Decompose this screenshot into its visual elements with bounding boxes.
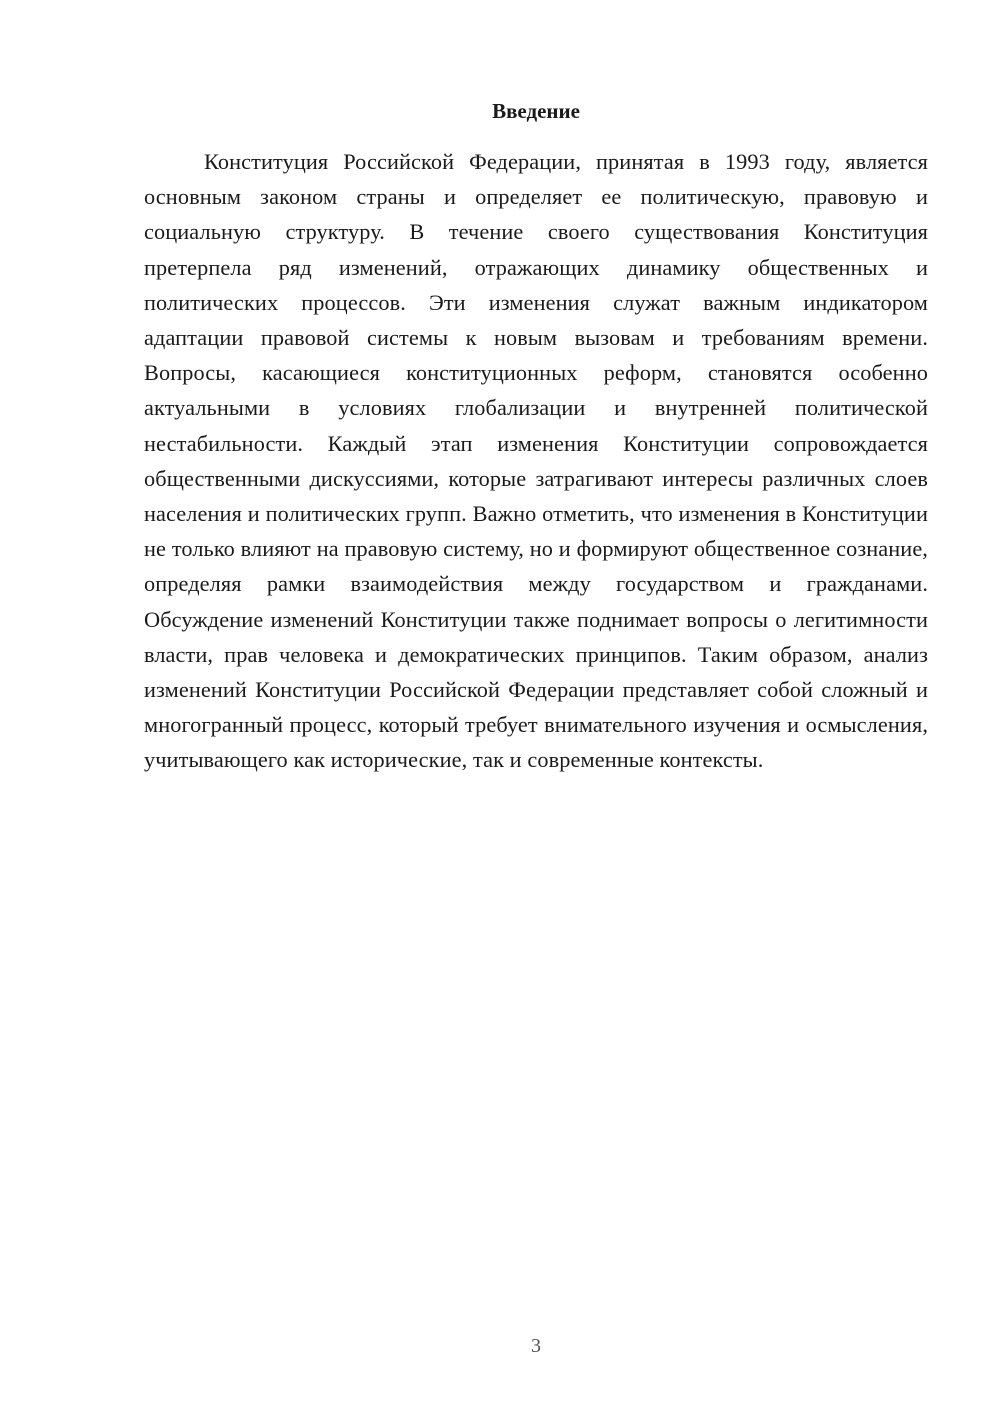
body-paragraph: Конституция Российской Федерации, принятая в 1993 году, является основным законом страны и определяет ее политическую, правовую и социальную структуру. В течение своего существования Конституция претерпела ряд изменений, отражающих динамику общественных и политических процессов. Эти изменения служат важным индикатором адаптации правовой системы к новым вызовам и требованиям времени. Вопросы, касающиеся конституционных реформ, становятся особенно актуальными в условиях глобализации и внутренней политической нестабильности. Каждый этап изменения Конституции сопровождается общественными дискуссиями, которые затрагивают интересы различных слоев населения и политических групп. Важно отметить, что изменения в Конституции не только влияют на правовую систему, но и формируют общественное сознание, определяя рамки взаимодействия между государством и гражданами. Обсуждение изменений Конституции также поднимает вопросы о легитимности власти, прав человека и демократических принципов. Таким образом, анализ изменений Конституции Российской Федерации представляет собой сложный и многогранный процесс, который требует внимательного изучения и осмысления, учитывающего как исторические, так и современные контексты. (144, 149, 928, 773)
section-heading: Введение (492, 99, 580, 123)
page-number: 3 (531, 1335, 541, 1357)
